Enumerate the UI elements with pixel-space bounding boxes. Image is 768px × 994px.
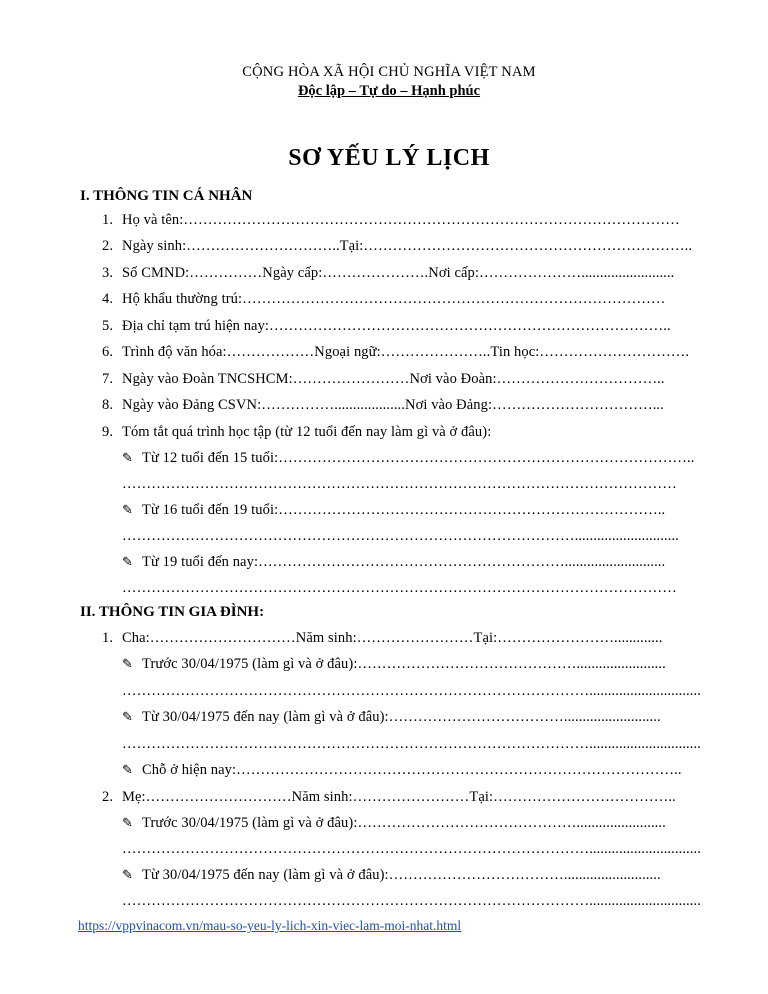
field-full-name[interactable] [102, 212, 702, 229]
field-mother[interactable] [102, 789, 702, 806]
source-link[interactable]: https://vppvinacom.vn/mau-so-yeu-ly-lich-xin-viec-lam-moi-nhat.html [78, 918, 462, 933]
detail-line-text: …………………………………………………………………………………….............................. [122, 683, 701, 699]
field-id-card[interactable] [102, 265, 702, 282]
pencil-icon: ✎ [122, 450, 133, 465]
pencil-icon: ✎ [122, 709, 133, 724]
study-line[interactable] [122, 450, 702, 467]
field-father[interactable] [102, 630, 702, 647]
item-number: 9. [102, 424, 114, 440]
field-study-summary [102, 424, 702, 441]
father-detail-line[interactable] [122, 762, 702, 779]
detail-line-text: …………………………………………………………………………………….............................. [122, 841, 701, 857]
detail-line-text: …………………………………………………………………………………….............................. [122, 736, 701, 752]
pencil-icon: ✎ [122, 502, 133, 517]
mother-detail-line[interactable] [122, 815, 702, 832]
study-line-text: Từ 16 tuổi đến 19 tuổi:…………………………………………………………………….. [142, 502, 666, 518]
item-number: 6. [102, 344, 114, 360]
document-title: SƠ YẾU LÝ LỊCH [288, 145, 490, 171]
detail-line-text: …………………………………………………………………………………….............................. [122, 893, 701, 909]
field-label: Địa chỉ tạm trú hiện nay:……………………………………………………………………….. [122, 318, 671, 334]
field-label: Mẹ:…………………………Năm sinh:……………………Tại:……………………………….. [122, 789, 676, 805]
field-label: Trình độ văn hóa:………………Ngoại ngữ:…………………..Tin học:…………………………. [122, 344, 690, 360]
field-label: Tóm tắt quá trình học tập (từ 12 tuổi đến nay làm gì và ở đâu): [122, 424, 492, 440]
detail-line-text: Từ 30/04/1975 đến nay (làm gì và ở đâu):……………………………….......................... [142, 709, 661, 725]
item-number: 7. [102, 371, 114, 387]
study-line-text: Từ 19 tuổi đến nay:………………………………………………………........................... [142, 554, 666, 570]
field-label: Họ và tên:………………………………………………………………………………………… [122, 212, 680, 228]
section-heading-personal-info: I. THÔNG TIN CÁ NHÂN [80, 188, 253, 204]
study-line[interactable] [122, 580, 702, 597]
study-line[interactable] [122, 476, 702, 493]
item-number: 1. [102, 212, 114, 228]
father-detail-line[interactable] [122, 683, 702, 700]
detail-line-text: Từ 30/04/1975 đến nay (làm gì và ở đâu):……………………………….......................... [142, 867, 661, 883]
field-temporary-address[interactable] [102, 318, 702, 335]
study-line[interactable] [122, 528, 702, 545]
item-number: 5. [102, 318, 114, 334]
father-detail-line[interactable] [122, 656, 702, 673]
pencil-icon: ✎ [122, 554, 133, 569]
detail-line-text: Chỗ ở hiện nay:……………………………………………………………………………….. [142, 762, 682, 778]
detail-line-text: Trước 30/04/1975 (làm gì và ở đâu):………………………………………........................ [142, 656, 666, 672]
field-label: Số CMND:……………Ngày cấp:………………….Nơi cấp:…………………......................... [122, 265, 675, 281]
national-motto: Độc lập – Tự do – Hạnh phúc [297, 83, 481, 99]
field-label: Cha:…………………………Năm sinh:……………………Tại:……………………............. [122, 630, 663, 646]
pencil-icon: ✎ [122, 867, 133, 882]
study-line[interactable] [122, 554, 702, 571]
father-detail-line[interactable] [122, 709, 702, 726]
item-number: 2. [102, 789, 114, 805]
item-number: 2. [102, 238, 114, 254]
section-heading-family-info: II. THÔNG TIN GIA ĐÌNH: [80, 604, 265, 620]
field-party[interactable] [102, 397, 702, 414]
study-line-text: Từ 12 tuổi đến 15 tuổi:………………………………………………………………………….. [142, 450, 695, 466]
field-label: Ngày vào Đoàn TNCSHCM:……………………Nơi vào Đoàn:…………………………….. [122, 371, 665, 387]
pencil-icon: ✎ [122, 762, 133, 777]
study-line-text: …………………………………………………………………………………………………… [122, 580, 677, 596]
field-birth-date[interactable] [102, 238, 702, 255]
country-name: CỘNG HÒA XÃ HỘI CHỦ NGHĨA VIỆT NAM [242, 64, 536, 80]
item-number: 4. [102, 291, 114, 307]
field-youth-union[interactable] [102, 371, 702, 388]
field-permanent-address[interactable] [102, 291, 702, 308]
study-line[interactable] [122, 502, 702, 519]
mother-detail-line[interactable] [122, 893, 702, 910]
field-label: Hộ khẩu thường trú:…………………………………………………………………………… [122, 291, 666, 307]
mother-detail-line[interactable] [122, 867, 702, 884]
study-line-text: …………………………………………………………………………………............................ [122, 528, 679, 544]
pencil-icon: ✎ [122, 656, 133, 671]
field-label: Ngày sinh:…………………………..Tại:………………………………………………………….. [122, 238, 693, 254]
detail-line-text: Trước 30/04/1975 (làm gì và ở đâu):………………………………………........................ [142, 815, 666, 831]
father-detail-line[interactable] [122, 736, 702, 753]
pencil-icon: ✎ [122, 815, 133, 830]
field-label: Ngày vào Đảng CSVN:……………...................Nơi vào Đảng:……………………………... [122, 397, 664, 413]
item-number: 8. [102, 397, 114, 413]
study-line-text: …………………………………………………………………………………………………… [122, 476, 677, 492]
field-education[interactable] [102, 344, 702, 361]
item-number: 3. [102, 265, 114, 281]
item-number: 1. [102, 630, 114, 646]
mother-detail-line[interactable] [122, 841, 702, 858]
